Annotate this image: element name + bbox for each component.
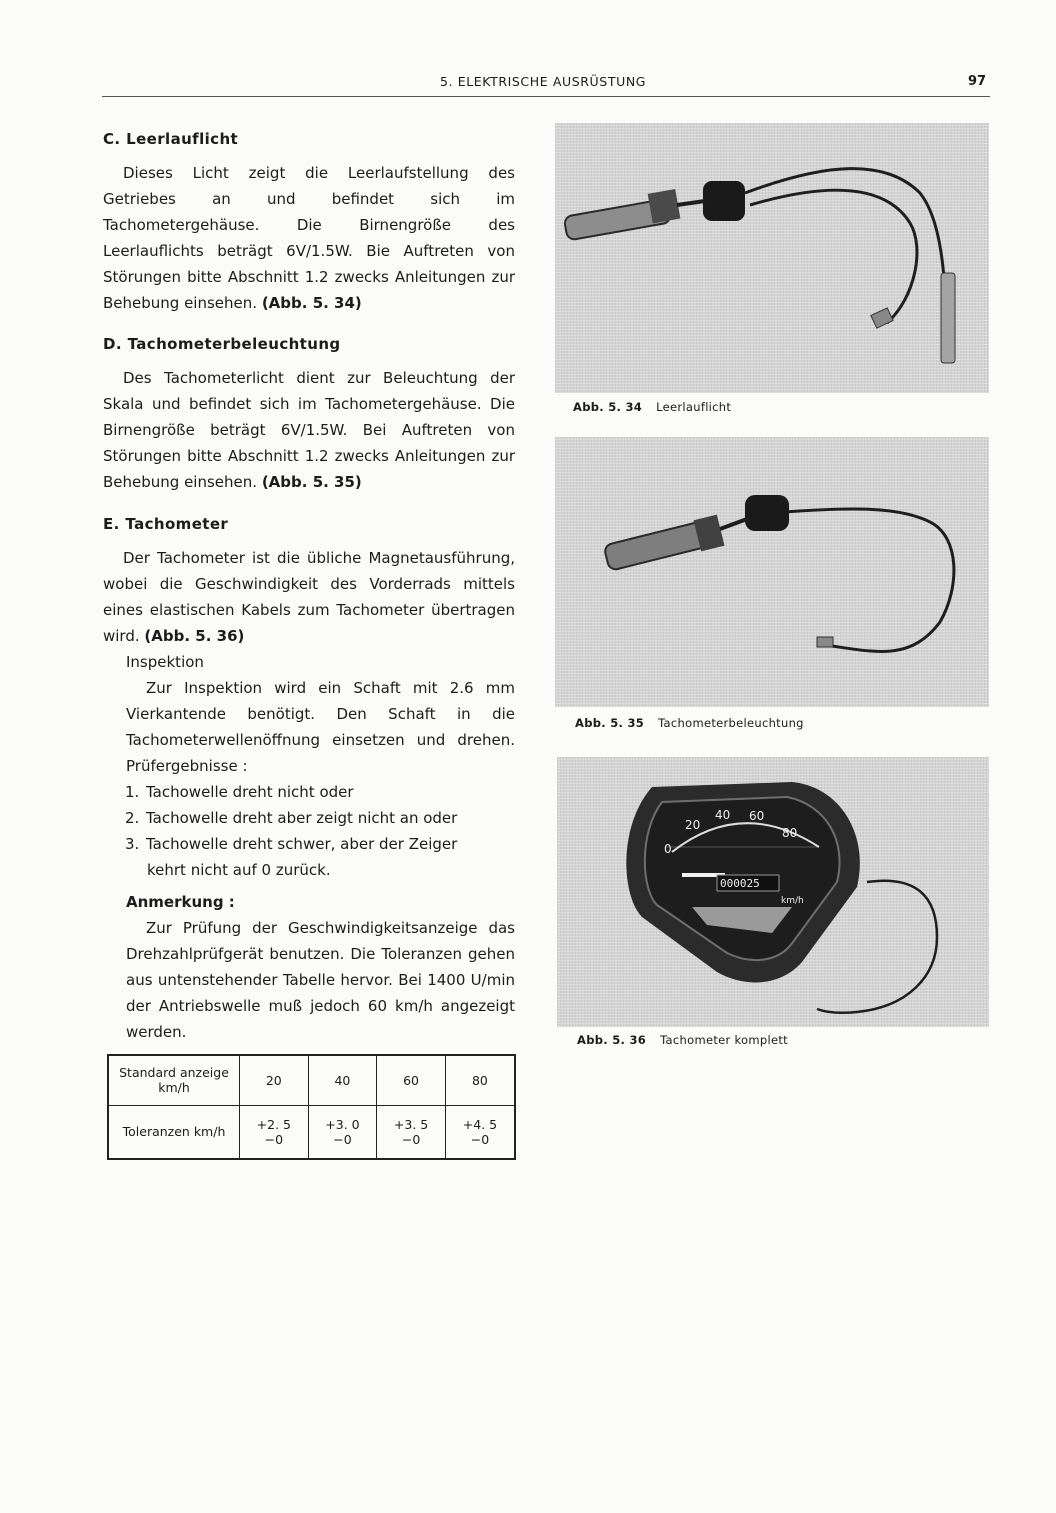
section-e-text: Der Tachometer ist die übliche Magnetausführung, wobei die Geschwindigkeit des Vorderrads mittels eines elastischen Kabels zum Tachometer übertragen wird. [103, 549, 515, 645]
section-heading-e: E. Tachometer [103, 515, 229, 533]
gauge-scale-label: 80 [782, 826, 798, 840]
section-d-text: Des Tachometerlicht dient zur Beleuchtung der Skala und befindet sich im Tachometergehäuse. Die Birnengröße beträgt 6V/1.5W. Bei Auftreten von Störungen bitte Abschnitt 1.2 zwecks Anleitungen zur Behebung einsehen. [103, 369, 515, 491]
table-row [108, 1055, 515, 1105]
gauge-scale-label: 0 [664, 842, 672, 856]
inspection-body: Zur Inspektion wird ein Schaft mit 2.6 mm Vierkantende benötigt. Den Schaft in die Tachometerwellenöffnung einsetzen und drehen. Prüfergebnisse : [126, 679, 515, 775]
speedometer-light-socket-illustration [555, 437, 989, 707]
figure-5-35-caption: Abb. 5. 35 Tachometerbeleuchtung [575, 716, 804, 730]
section-c [103, 126, 515, 316]
page-number: 97 [968, 74, 987, 89]
section-heading-d: D. Tachometerbeleuchtung [103, 335, 341, 353]
table-row-label: Toleranzen km/h [108, 1105, 240, 1159]
neutral-light-socket-illustration [555, 123, 989, 393]
list-item: 2. Tachowelle dreht aber zeigt nicht an oder [125, 809, 458, 827]
tolerance-table [107, 1054, 516, 1160]
table-cell: +3. 5 −0 [377, 1105, 446, 1159]
section-e-body [103, 545, 515, 649]
table-row-label: Standard anzeige km/h [108, 1055, 240, 1105]
list-item: 1. Tachowelle dreht nicht oder [125, 783, 354, 801]
note-title: Anmerkung : [126, 893, 235, 911]
running-header: 5. ELEKTRISCHE AUSRÜSTUNG [440, 74, 647, 89]
figure-ref-5-34: (Abb. 5. 34) [261, 294, 362, 312]
section-heading-c: C. Leerlauflicht [103, 130, 239, 148]
table-cell: 40 [308, 1055, 377, 1105]
table-cell: 80 [445, 1055, 515, 1105]
table-row [108, 1105, 515, 1159]
gauge-unit-label: km/h [781, 896, 804, 906]
table-cell: +4. 5 −0 [445, 1105, 515, 1159]
section-d-body [103, 365, 515, 495]
list-item: 3. Tachowelle dreht schwer, aber der Zeiger [125, 835, 458, 853]
section-d [103, 331, 515, 495]
header-rule [102, 96, 990, 97]
figure-5-35-photo [555, 437, 989, 707]
table-cell: +2. 5 −0 [240, 1105, 309, 1159]
table-cell: 60 [377, 1055, 446, 1105]
odometer-readout: 000025 [720, 877, 760, 890]
figure-5-34-photo [555, 123, 989, 393]
figure-5-36-caption: Abb. 5. 36 Tachometer komplett [577, 1033, 788, 1047]
inspection-title: Inspektion [126, 653, 204, 671]
results-continuation: kehrt nicht auf 0 zurück. [147, 861, 331, 879]
table-cell: 20 [240, 1055, 309, 1105]
section-c-text: Dieses Licht zeigt die Leerlaufstellung des Getriebes an und befindet sich im Tachometergehäuse. Die Birnengröße des Leerlauflichts beträgt 6V/1.5W. Bie Auftreten von Störungen bitte Abschnitt 1.2 zwecks Anleitungen zur Behebung einsehen. [103, 164, 515, 312]
table-cell: +3. 0 −0 [308, 1105, 377, 1159]
figure-5-34-caption: Abb. 5. 34 Leerlauflicht [573, 400, 732, 414]
gauge-scale-label: 40 [715, 808, 731, 822]
gauge-scale-label: 60 [749, 809, 765, 823]
figure-ref-5-36: (Abb. 5. 36) [144, 627, 245, 645]
figure-5-36-photo [557, 757, 989, 1027]
speedometer-assembly-illustration [557, 757, 989, 1027]
section-c-body [103, 160, 515, 316]
section-e [103, 511, 515, 1045]
figure-ref-5-35: (Abb. 5. 35) [261, 473, 362, 491]
results-list [103, 779, 515, 857]
gauge-scale-label: 20 [685, 818, 701, 832]
note-body: Zur Prüfung der Geschwindigkeitsanzeige das Drehzahlprüfgerät benutzen. Die Toleranzen gehen aus untenstehender Tabelle hervor. Bei 1400 U/min der Antriebswelle muß jedoch 60 km/h angezeigt werden. [126, 919, 515, 1041]
